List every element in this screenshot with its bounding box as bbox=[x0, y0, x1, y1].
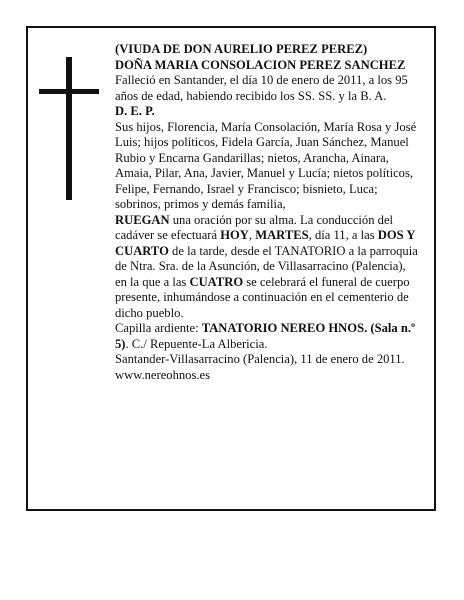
chapel-name: TANATORIO NEREO HNOS. (Sala n.º 5) bbox=[115, 321, 416, 351]
cross-horizontal-bar bbox=[39, 89, 99, 94]
chapel-address: . C./ Repuente-La Albericia. bbox=[125, 336, 268, 351]
prayer-text: una oración por su alma. La conducción del cadáver se efectuará bbox=[115, 212, 394, 242]
funeral-paragraph bbox=[115, 213, 420, 322]
cross-vertical-bar bbox=[66, 57, 72, 200]
chapel-paragraph bbox=[115, 321, 420, 352]
rip-line: D. E. P. bbox=[115, 104, 155, 118]
deceased-name: DOÑA MARIA CONSOLACION PEREZ SANCHEZ bbox=[115, 57, 406, 72]
hoy-word: HOY bbox=[220, 228, 249, 242]
chapel-label: Capilla ardiente: bbox=[115, 321, 202, 335]
death-paragraph: Falleció en Santander, el día 10 de enero de 2011, a los 95 años de edad, habiendo recibido los SS. SS. y la B. A. bbox=[115, 73, 408, 103]
family-paragraph: Sus hijos, Florencia, María Consolación, María Rosa y José Luis; hijos políticos, Fidela García, Juan Sánchez, Manuel Rubio y Encarna Gandarillas; nietos, Arancha, Ainara, Amaia, Pilar, Ana, Javier, Manuel y Lucía; nietos políticos, Felipe, Fernando, Israel y Francisco; bisnieto, Luca; sobrinos, primos y demás familia, bbox=[115, 119, 417, 211]
funeral-text: se celebrará el funeral de cuerpo presente, inhumándose a continuación en el cementerio de dicho pueblo. bbox=[115, 274, 410, 320]
comma-text: , bbox=[248, 228, 256, 242]
obituary-frame bbox=[26, 26, 436, 511]
martes-word: MARTES bbox=[255, 228, 309, 242]
day-text: , día 11, a las bbox=[308, 228, 378, 242]
website-link[interactable]: www.nereohnos.es bbox=[115, 367, 211, 382]
ruegan-word: RUEGAN bbox=[115, 212, 170, 227]
obituary-text bbox=[115, 42, 420, 383]
route-text: de la tarde, desde el TANATORIO a la parroquia de Ntra. Sra. de la Asunción, de Villasarracino (Palencia), en la que a las bbox=[115, 243, 418, 289]
cuatro-word: CUATRO bbox=[189, 274, 244, 289]
place-date: Santander-Villasarracino (Palencia), 11 de enero de 2011. bbox=[115, 352, 405, 366]
widow-line: (VIUDA DE DON AURELIO PEREZ PEREZ) bbox=[115, 42, 368, 56]
time-bold: DOS Y CUARTO bbox=[115, 228, 415, 258]
cross-icon bbox=[39, 57, 99, 200]
